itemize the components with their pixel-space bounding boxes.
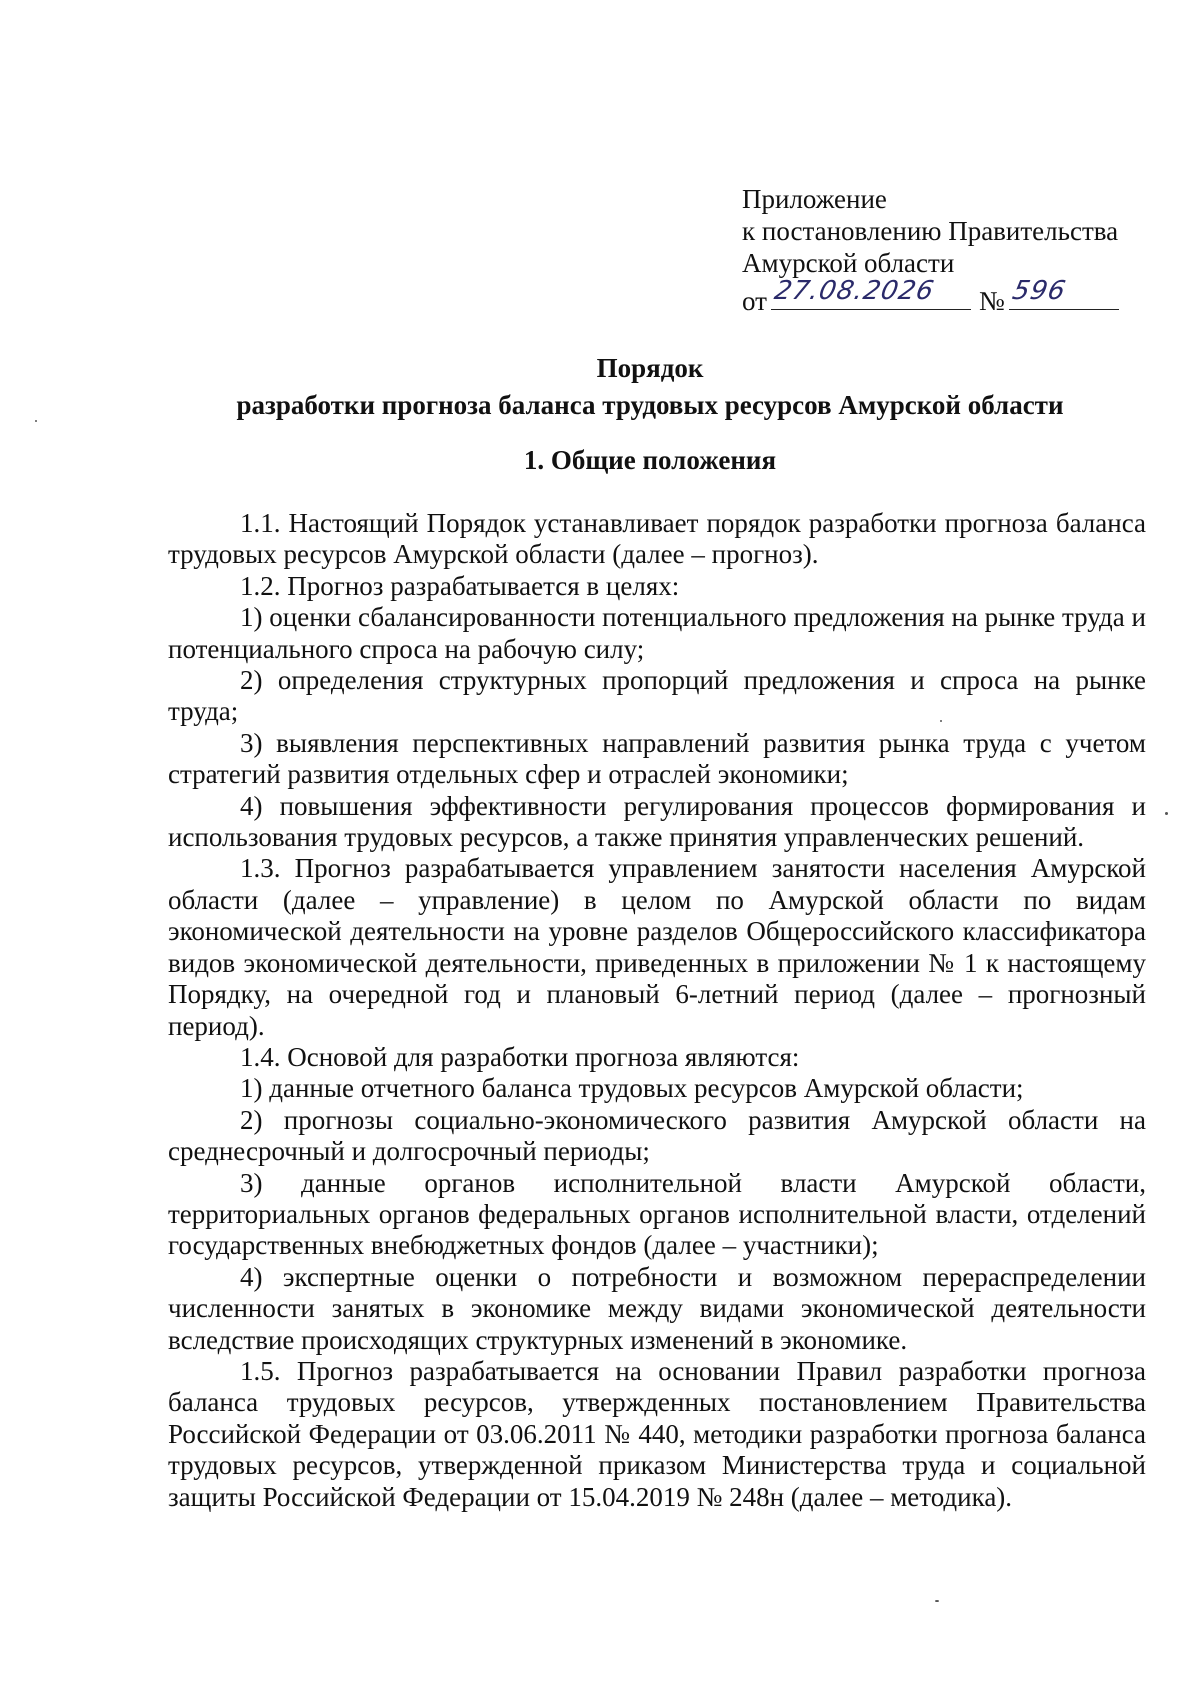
appendix-region: Амурской области [742, 248, 955, 278]
scan-speck [940, 720, 942, 722]
appendix-reference: к постановлению Правительства [742, 216, 1119, 246]
document-body [168, 508, 1146, 1513]
list-item-1-4-1: 1) данные отчетного баланса трудовых ресурсов Амурской области; [240, 1073, 1024, 1104]
title-line-2: разработки прогноза баланса трудовых ресурсов Амурской области [236, 390, 1064, 420]
title-line-1: Порядок [596, 353, 704, 383]
document-title [150, 350, 1150, 424]
appendix-block [742, 183, 1162, 317]
number-sign: № [978, 286, 1005, 316]
list-item-1-4-2: 2) прогнозы социально-экономического развития Амурской области на среднесрочный и долгосрочный периоды; [168, 1104, 1146, 1167]
list-item-2: 2) определения структурных пропорций предложения и спроса на рынке труда; [168, 665, 1146, 727]
scan-speck [35, 420, 37, 422]
date-field [771, 276, 971, 310]
paragraph-1-1: 1.1. Настоящий Порядок устанавливает порядок разработки прогноза баланса трудовых ресурсов Амурской области (далее – прогноз). [168, 508, 1146, 570]
list-item-4: 4) повышения эффективности регулирования процессов формирования и использования трудовых ресурсов, а также принятия управленческих решений. [168, 790, 1146, 853]
list-item-3: 3) выявления перспективных направлений развития рынка труда с учетом стратегий развития отдельных сфер и отраслей экономики; [168, 727, 1146, 790]
number-field [1009, 276, 1119, 310]
appendix-title: Приложение [742, 184, 887, 214]
paragraph-1-2: 1.2. Прогноз разрабатывается в целях: [240, 570, 680, 601]
list-item-1: 1) оценки сбалансированности потенциального предложения на рынке труда и потенциального спроса на рабочую силу; [168, 602, 1146, 664]
paragraph-1-3: 1.3. Прогноз разрабатывается управлением занятости населения Амурской области (далее – управление) в целом по Амурской области по видам экономической деятельности на уровне разделов Общероссийского классификатора видов экономической деятельности, приведенных в приложении № 1 к настоящему Порядку, на очередной год и плановый 6-летний период (далее – прогнозный период). [168, 853, 1146, 1041]
list-item-1-4-4: 4) экспертные оценки о потребности и возможном перераспределении численности занятых в экономике между видами экономической деятельности вследствие происходящих структурных изменений в экономике. [168, 1261, 1146, 1355]
handwritten-number: 596 [1009, 276, 1069, 306]
section-heading: 1. Общие положения [523, 445, 777, 475]
scan-speck [935, 1600, 939, 1602]
scan-speck [1165, 812, 1168, 815]
appendix-date-number-line [742, 276, 1162, 317]
date-prefix: от [742, 286, 767, 316]
paragraph-1-4: 1.4. Основой для разработки прогноза являются: [240, 1041, 800, 1072]
paragraph-1-5: 1.5. Прогноз разрабатывается на основании Правил разработки прогноза баланса трудовых ресурсов, утвержденных постановлением Правительства Российской Федерации от 03.06.2011 № 440, методики разработки прогноза баланса трудовых ресурсов, утвержденной приказом Министерства труда и социальной защиты Российской Федерации от 15.04.2019 № 248н (далее – методика). [168, 1355, 1146, 1512]
list-item-1-4-3: 3) данные органов исполнительной власти Амурской области, территориальных органов федеральных органов исполнительной власти, отделений государственных внебюджетных фондов (далее – участники); [168, 1167, 1146, 1261]
handwritten-date: 27.08.2026 [771, 276, 938, 306]
